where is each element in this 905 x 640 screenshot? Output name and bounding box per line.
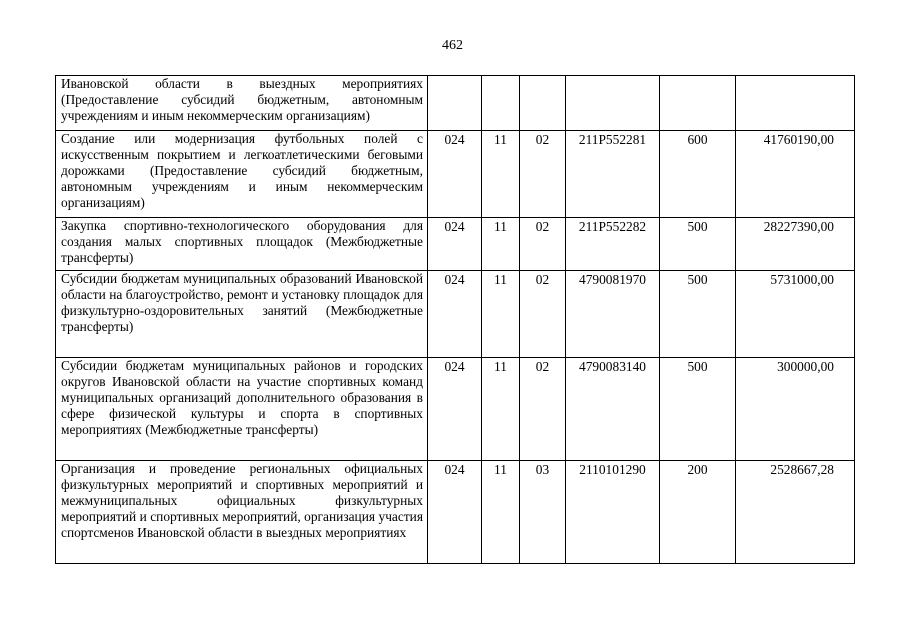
table-row xyxy=(56,358,855,461)
target-article-code: 4790081970 xyxy=(566,271,660,358)
page-number: 462 xyxy=(442,38,463,53)
target-article-code: 211P552282 xyxy=(566,218,660,271)
table-row xyxy=(56,131,855,218)
table-row xyxy=(56,271,855,358)
section-code xyxy=(482,76,520,131)
expense-type-code: 200 xyxy=(660,461,736,564)
section-code: 11 xyxy=(482,218,520,271)
subsection-code: 02 xyxy=(520,218,566,271)
section-code: 11 xyxy=(482,358,520,461)
amount: 300000,00 xyxy=(736,358,855,461)
expense-type-code xyxy=(660,76,736,131)
expense-type-code: 500 xyxy=(660,218,736,271)
row-name: Субсидии бюджетам муниципальных районов и городских округов Ивановской области на участие спортивных команд муниципальных организаций дополнительного образования в сфере физической культуры и спорта в спортивных мероприятиях (Межбюджетные трансферты) xyxy=(56,358,428,461)
expense-type-code: 600 xyxy=(660,131,736,218)
section-code: 11 xyxy=(482,461,520,564)
target-article-code: 4790083140 xyxy=(566,358,660,461)
expense-type-code: 500 xyxy=(660,271,736,358)
subsection-code xyxy=(520,76,566,131)
ministry-code: 024 xyxy=(428,218,482,271)
section-code: 11 xyxy=(482,131,520,218)
row-name: Закупка спортивно-технологического оборудования для создания малых спортивных площадок (Межбюджетные трансферты) xyxy=(56,218,428,271)
budget-table xyxy=(55,75,855,564)
amount: 2528667,28 xyxy=(736,461,855,564)
row-name: Организация и проведение региональных официальных физкультурных мероприятий и спортивных мероприятий и межмуниципальных официальных физкультурных мероприятий и спортивных мероприятий, организация участия спортсменов Ивановской области в выездных мероприятиях xyxy=(56,461,428,564)
table-row xyxy=(56,218,855,271)
ministry-code xyxy=(428,76,482,131)
table-row xyxy=(56,461,855,564)
ministry-code: 024 xyxy=(428,461,482,564)
subsection-code: 02 xyxy=(520,131,566,218)
row-name: Создание или модернизация футбольных полей с искусственным покрытием и легкоатлетическими беговыми дорожками (Предоставление субсидий бюджетным, автономным учреждениям и иным некоммерческим организациям) xyxy=(56,131,428,218)
target-article-code: 2110101290 xyxy=(566,461,660,564)
table-row xyxy=(56,76,855,131)
row-name: Ивановской области в выездных мероприятиях (Предоставление субсидий бюджетным, автономным учреждениям и иным некоммерческим организациям) xyxy=(56,76,428,131)
target-article-code xyxy=(566,76,660,131)
subsection-code: 02 xyxy=(520,271,566,358)
amount: 28227390,00 xyxy=(736,218,855,271)
amount: 5731000,00 xyxy=(736,271,855,358)
section-code: 11 xyxy=(482,271,520,358)
ministry-code: 024 xyxy=(428,358,482,461)
amount xyxy=(736,76,855,131)
ministry-code: 024 xyxy=(428,131,482,218)
subsection-code: 02 xyxy=(520,358,566,461)
expense-type-code: 500 xyxy=(660,358,736,461)
amount: 41760190,00 xyxy=(736,131,855,218)
row-name: Субсидии бюджетам муниципальных образований Ивановской области на благоустройство, ремонт и установку площадок для физкультурно-оздоровительных занятий (Межбюджетные трансферты) xyxy=(56,271,428,358)
target-article-code: 211P552281 xyxy=(566,131,660,218)
ministry-code: 024 xyxy=(428,271,482,358)
subsection-code: 03 xyxy=(520,461,566,564)
